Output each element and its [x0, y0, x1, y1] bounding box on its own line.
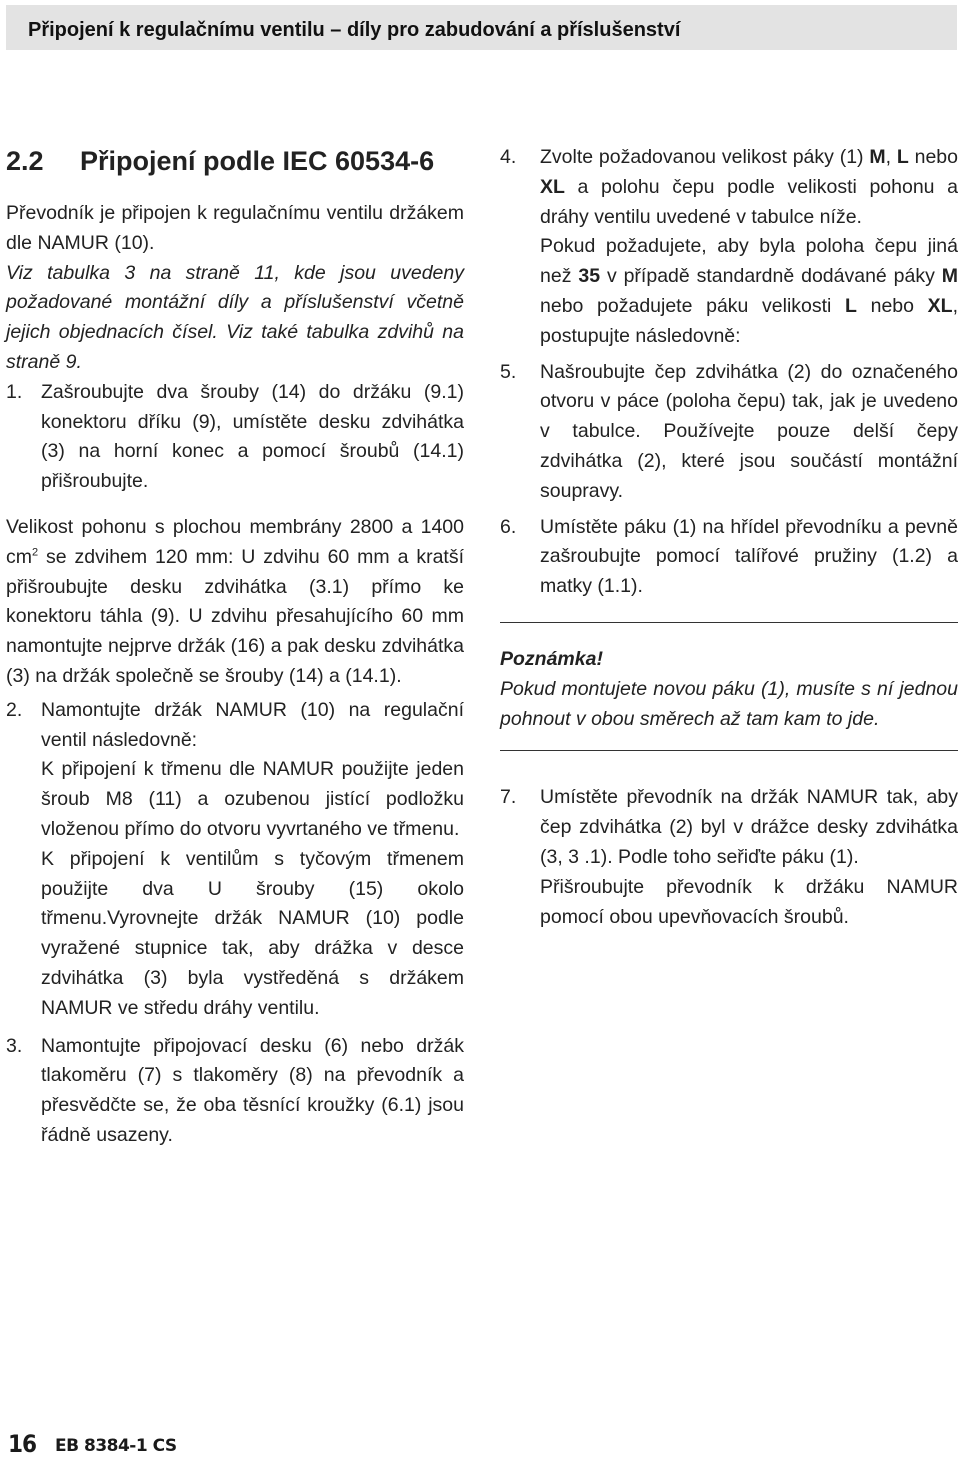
step-text: Zvolte požadovanou velikost páky (1) M, L nebo XL a polohu čepu podle velikosti pohonu a dráhy ventilu uvedené v tabulce níže. [540, 146, 958, 228]
step-5 [500, 358, 958, 507]
reference-paragraph: Viz tabulka 3 na straně 11, kde jsou uvedeny požadované montážní díly a příslušenství včetně jejich objednacích čísel. Viz také tabulka zdvihů na straně 9. [6, 261, 464, 373]
header-bar [6, 5, 957, 50]
section-heading [6, 143, 464, 179]
actuator-paragraph: Velikost pohonu s plochou membrány 2800 a 1400 $cm^2$ se zdvihem 120 mm: U zdvihu 60 mm a kratší přišroubujte desku zdvihátka (3.1) přímo ke konektoru táhla (9). U zdvihu přesahujícího 60 mm namontujte nejprve držák (16) a pak desku zdvihátka (3) na držák společně se šrouby (14) a (14.1). [6, 515, 464, 687]
step-6 [500, 513, 958, 602]
superscript: 2 [32, 546, 39, 559]
intro-paragraph: Převodník je připojen k regulačnímu ventilu držákem dle NAMUR (10). [6, 202, 464, 254]
step-number: 4. [500, 146, 517, 168]
page-number: 16 [8, 1430, 37, 1458]
right-column [500, 143, 958, 932]
note-title: Poznámka! [500, 647, 603, 670]
step-1 [6, 378, 464, 497]
step-text: Přišroubujte převodník k držáku NAMUR pomocí obou upevňovacích šroubů. [540, 875, 958, 928]
step-7 [500, 783, 958, 932]
step-3 [6, 1032, 464, 1151]
step-2 [6, 696, 464, 1024]
step-text: Namontujte držák NAMUR (10) na regulační ventil následovně: [41, 698, 464, 751]
section-title: Připojení podle IEC 60534-6 [80, 146, 435, 176]
step-text: K připojení k třmenu dle NAMUR použijte jeden šroub M8 (11) a ozubenou jistící podložku vloženou přímo do otvoru vyvrtaného ve třmenu. [41, 758, 464, 840]
step-number: 3. [6, 1034, 23, 1057]
step-text: Našroubujte čep zdvihátka (2) do označeného otvoru v páce (poloha čepu) tak, jak je uvedeno v tabulce. Používejte pouze delší čepy zdvihátka (2), které jsou součástí montážní soupravy. [540, 360, 958, 502]
step-number: 6. [500, 515, 517, 538]
step-text: Namontujte připojovací desku (6) nebo držák tlakoměru (7) s tlakoměry (8) na převodník a přesvědčte se, že oba těsnící kroužky (6.1) jsou řádně usazeny. [41, 1034, 464, 1146]
step-number: 1. [6, 380, 23, 403]
step-4 [500, 143, 958, 352]
step-text: Umístěte páku (1) na hřídel převodníku a pevně zašroubujte pomocí talířové pružiny (1.2) a matky (1.1). [540, 515, 958, 598]
section-number: 2.2 [6, 146, 44, 176]
step-text: K připojení k ventilům s tyčovým třmenem použijte dva U šrouby (15) okolo třmenu.Vyrovnejte držák NAMUR (10) podle vyražené stupnice tak, aby drážka v desce zdvihátka (3) byla vystředěná s držákem NAMUR ve středu dráhy ventilu. [41, 847, 464, 1019]
document-code: EB 8384-1 CS [55, 1436, 177, 1456]
step-text: Pokud požadujete, aby byla poloha čepu jiná než 35 v případě standardně dodávané páky M nebo požadujete páku velikosti L nebo XL, postupujte následovně: [540, 235, 958, 347]
left-column [6, 143, 464, 1151]
step-number: 5. [500, 360, 517, 383]
step-number: 2. [6, 698, 23, 721]
step-text: Zašroubujte dva šrouby (14) do držáku (9.1) konektoru dříku (9), umístěte desku zdvihátka (3) na horní konec a pomocí šroubů (14.1) přišroubujte. [41, 380, 464, 493]
note-text: Pokud montujete novou páku (1), musíte s ní jednou pohnout v obou směrech až tam kam to jde. [500, 677, 958, 730]
page-header-title: Připojení k regulačnímu ventilu – díly pro zabudování a příslušenství [28, 19, 681, 41]
step-number: 7. [500, 786, 517, 809]
step-text: Umístěte převodník na držák NAMUR tak, aby čep zdvihátka (2) byl v drážce desky zdvihátka (3, 3 .1). Podle toho seřiďte páku (1). [540, 786, 958, 868]
